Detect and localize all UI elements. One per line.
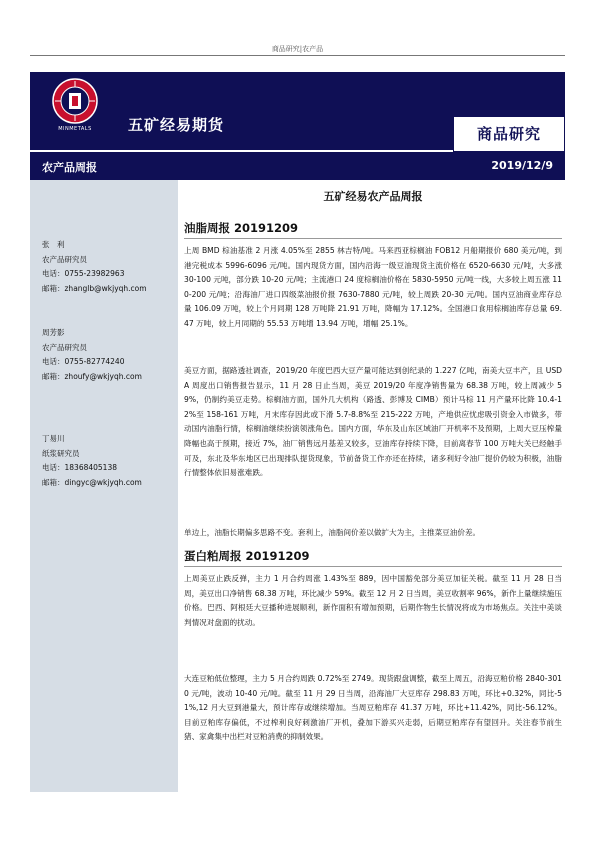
section-heading-oils: 油脂周报 20191209 xyxy=(184,221,299,235)
analyst-card xyxy=(42,326,176,384)
analyst-phone: 电话：18368405138 xyxy=(42,463,117,472)
sub-bar xyxy=(30,152,565,180)
analyst-name: 周芳影 xyxy=(42,328,65,337)
analyst-phone: 电话：0755-82774240 xyxy=(42,357,125,366)
report-category: 农产品周报 xyxy=(42,161,97,174)
minmetals-logo-icon xyxy=(52,78,98,124)
paragraph: 单边上，油脂长期偏多思路不变。套利上，油脂间价差以做扩大为主，主推菜豆油价差。 xyxy=(184,528,481,537)
analyst-card xyxy=(42,432,176,490)
banner xyxy=(30,72,565,150)
analyst-email[interactable]: 邮箱：zhoufy@wkjyqh.com xyxy=(42,371,142,381)
analyst-email[interactable]: 邮箱：dingyc@wkjyqh.com xyxy=(42,477,142,487)
paragraph: 大连豆粕低位整理，主力 5 月合约周跌 0.72%至 2749。现货跟盘调整，截至上周五，沿海豆粕价格 2840-3010 元/吨，波动 10-40 元/吨。截至 11 月 29 日当周，沿海油厂大豆库存 298.83 万吨，环比+0.32%，同比-51%,12 月大豆到港量大，预计库存或继续增加。当周豆粕库存 41.37 万吨，环比+11.42%，同比-56.12%。目前豆粕库存偏低，不过榨利良好刺激油厂开机，叠加下游买兴走弱，后期豆粕库存有望回升。关注春节前生猪、家禽集中出栏对豆粕消费的抑制效果。 xyxy=(184,674,562,742)
report-title: 五矿经易农产品周报 xyxy=(323,190,423,203)
paragraph: 美豆方面，据路透社调查，2019/20 年度巴西大豆产量可能达到创纪录的 1.227 亿吨，南美大豆丰产，且 USDA 周度出口销售报告显示，11 月 28 日止当周，美豆 2019/20 年度净销售量为 68.38 万吨，较上周减少 59%，仍制约美豆走势。棕榈油方面，国外几大机构（路透、彭博及 CIMB）预计马棕 11 月产量环比降 10.4-12%至 158-161 万吨，月末库存因此或下滑 5.7-8.8%至 215-222 万吨，产地供应忧虑吸引资金入市做多，带动国内油脂行情，棕榈油继续扮演领涨角色。国内方面，华东及山东区域油厂开机率不及预期，上周大豆压榨量降幅也高于预期，接近 7%，油厂销售远月基差又较多，豆油库存持续下降，目前离春节 100 万吨大关已经触手可及，东北及华东地区已出现排队提货现象，节前备货工作亦还在持续，诸多利好令油厂提价仍较为积极，油脂行情整体依旧易涨难跌。 xyxy=(184,366,562,478)
analyst-name: 张 利 xyxy=(42,240,65,249)
header-divider xyxy=(30,55,565,56)
section-divider xyxy=(184,238,562,239)
section-divider xyxy=(184,566,562,567)
logo-caption: MINMETALS xyxy=(58,126,92,132)
analyst-card xyxy=(42,238,176,296)
product-title-box xyxy=(453,116,565,152)
analyst-role: 农产品研究员 xyxy=(42,342,87,352)
product-title: 商品研究 xyxy=(476,125,541,143)
running-header: 商品研究|农产品 xyxy=(271,45,324,53)
report-date: 2019/12/9 xyxy=(491,159,553,172)
analyst-role: 农产品研究员 xyxy=(42,254,87,264)
paragraph: 上周美豆止跌反弹，主力 1 月合约周涨 1.43%至 889，因中国豁免部分美豆加征关税。截至 11 月 28 日当周，美豆出口净销售 68.38 万吨，环比减少 59%。截至 12 月 2 日当周，美豆收割率 96%，新作上量继续施压价格。巴西、阿根廷大豆播种进展顺利，新作面积有增加预期，后期作物生长情况将成为市场焦点。关注中美谈判情况对盘面的扰动。 xyxy=(184,574,562,627)
analyst-role: 纸浆研究员 xyxy=(42,448,80,458)
paragraph: 上周 BMD 棕油基准 2 月涨 4.05%至 2855 林吉特/吨。马来西亚棕榈油 FOB12 月船期报价 680 美元/吨，到港完税成本 5996-6096 元/吨。国内现货方面，国内沿海一级豆油现货主流价格在 6520-6630 元/吨，大多涨 30-100 元吨，部分跌 10-20 元/吨；主流港口 24 度棕榈油价格在 5830-5950 元/吨一线，大多较上周五涨 110-200 元/吨；沿海油厂进口四级菜油报价报 7630-7880 元/吨，较上周跌 20-30 元/吨。国内豆油商业库存总量 106.09 万吨，较上个月同期 128 万吨降 21.91 万吨，降幅为 17.12%。全国港口食用棕榈油库存总量 69.47 万吨，较上月同期的 55.53 万吨增 13.94 万吨，增幅 25.1%。 xyxy=(184,246,562,328)
analyst-email[interactable]: 邮箱：zhanglb@wkjyqh.com xyxy=(42,283,147,293)
analyst-phone: 电话：0755-23982963 xyxy=(42,269,125,278)
analyst-sidebar xyxy=(30,180,178,792)
section-heading-meal: 蛋白粕周报 20191209 xyxy=(184,549,310,563)
analyst-name: 丁易川 xyxy=(42,434,65,443)
company-name: 五矿经易期货 xyxy=(128,116,225,134)
